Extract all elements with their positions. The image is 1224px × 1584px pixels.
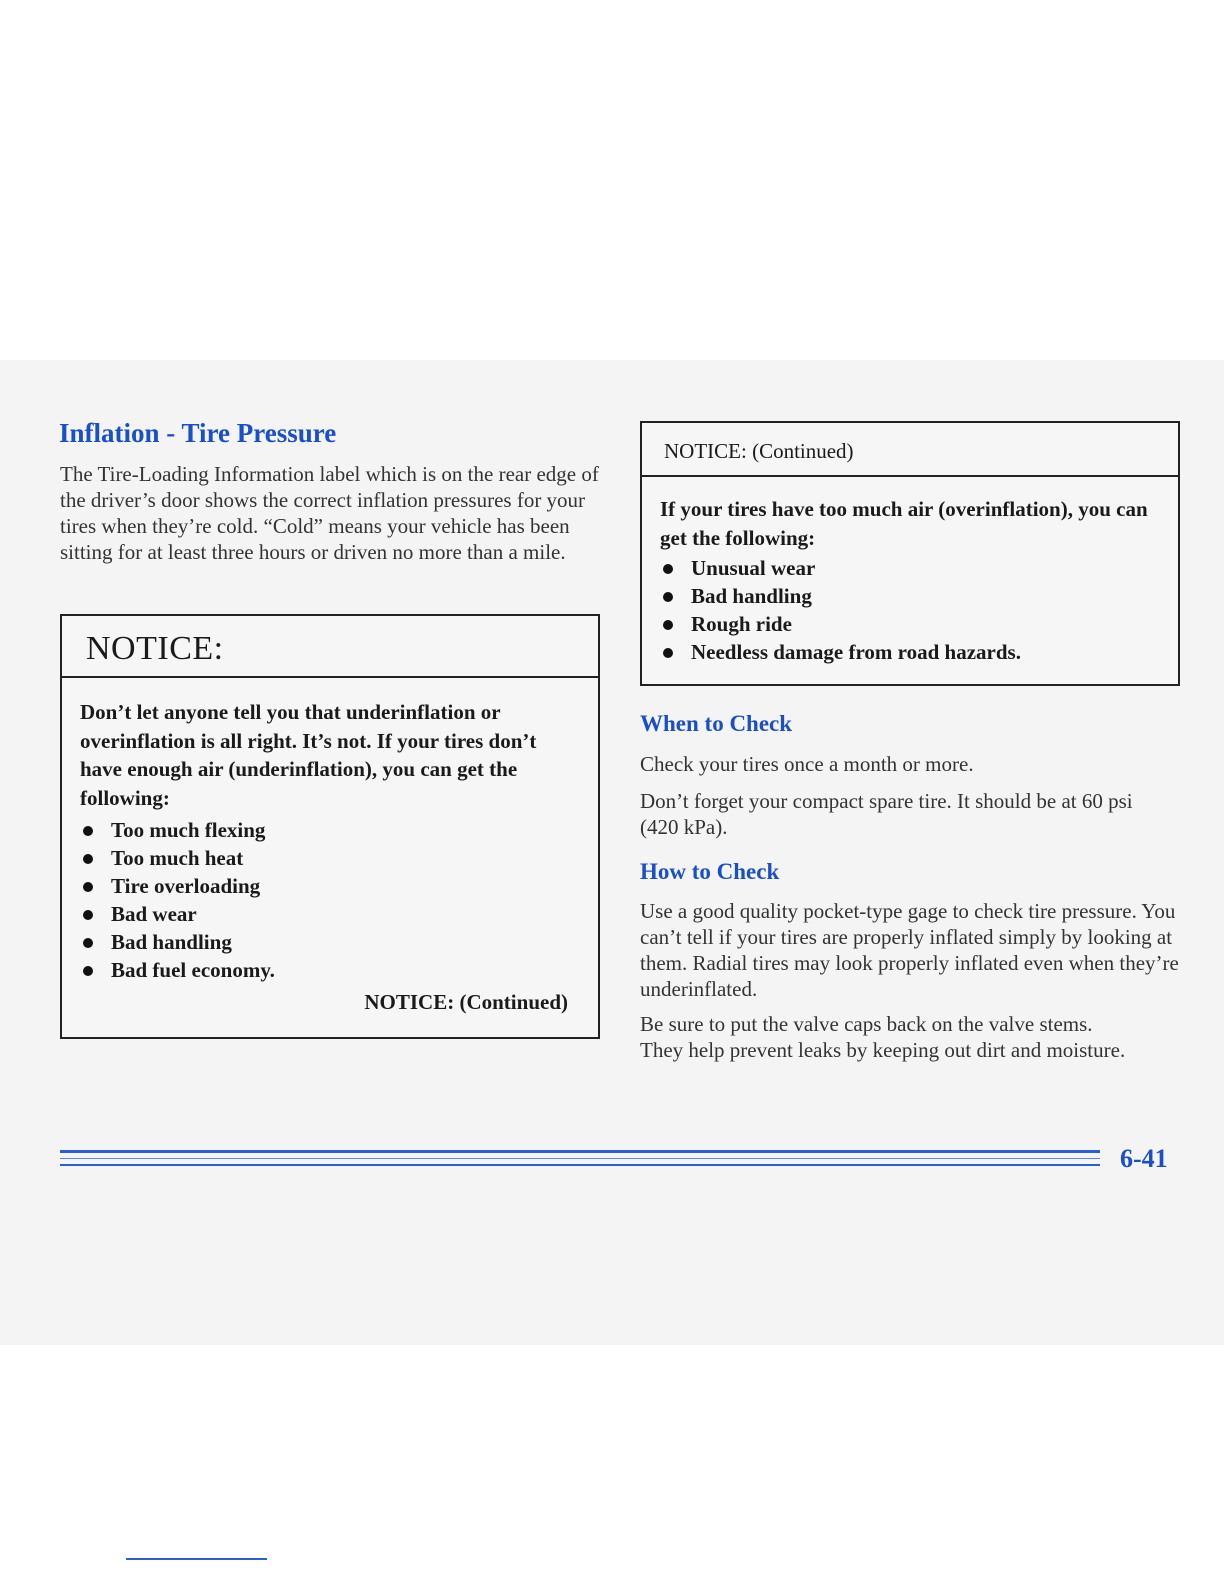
list-item: Too much heat bbox=[80, 844, 568, 872]
how-to-check-title: How to Check bbox=[640, 859, 780, 884]
when-to-check-p1: Check your tires once a month or more. bbox=[640, 752, 974, 776]
footer-rule-bottom bbox=[60, 1164, 1100, 1166]
list-item: Rough ride bbox=[660, 610, 1158, 638]
list-item: Too much flexing bbox=[80, 816, 568, 844]
bullet-icon bbox=[663, 648, 673, 658]
bullet-icon bbox=[663, 620, 673, 630]
bullet-icon bbox=[83, 910, 93, 920]
how-to-check-p1: Use a good quality pocket-type gage to check tire pressure. You can’t tell if your tires are properly inflated simply by looking at them. Radial tires may look properly inflated even when they’re underinflated. bbox=[640, 899, 1179, 1001]
page-number: 6-41 bbox=[1120, 1144, 1168, 1173]
notice-continued-bullet-list bbox=[660, 554, 1158, 666]
list-item: Needless damage from road hazards. bbox=[660, 638, 1158, 666]
footer-rule-top bbox=[60, 1150, 1100, 1153]
when-to-check-p2: Don’t forget your compact spare tire. It should be at 60 psi (420 kPa). bbox=[640, 789, 1133, 839]
list-item: Unusual wear bbox=[660, 554, 1158, 582]
list-item: Bad handling bbox=[80, 928, 568, 956]
notice-continued-box bbox=[640, 421, 1180, 686]
bullet-icon bbox=[83, 882, 93, 892]
notice-continued-label: NOTICE: (Continued) bbox=[364, 990, 568, 1014]
bullet-icon bbox=[83, 854, 93, 864]
notice-continued-paragraph: If your tires have too much air (overinflation), you can get the following: bbox=[660, 497, 1148, 550]
how-to-check-p2: Be sure to put the valve caps back on the valve stems. They help prevent leaks by keeping out dirt and moisture. bbox=[640, 1012, 1126, 1062]
list-item: Bad wear bbox=[80, 900, 568, 928]
footer-rule-middle bbox=[60, 1158, 1100, 1159]
notice-box bbox=[60, 614, 600, 1039]
notice-continued-heading: NOTICE: (Continued) bbox=[642, 423, 1178, 477]
bullet-icon bbox=[83, 966, 93, 976]
list-item: Bad handling bbox=[660, 582, 1158, 610]
notice-paragraph: Don’t let anyone tell you that underinflation or overinflation is all right. It’s not. If your tires don’t have enough air (underinflation), you can get the following: bbox=[80, 700, 537, 810]
bullet-icon bbox=[83, 826, 93, 836]
list-item: Bad fuel economy. bbox=[80, 956, 568, 984]
notice-heading: NOTICE: bbox=[62, 616, 598, 678]
intro-paragraph: The Tire-Loading Information label which is on the rear edge of the driver’s door shows the correct inflation pressures for your tires when they’re cold. “Cold” means your vehicle has been sitting for at least three hours or driven no more than a mile. bbox=[60, 462, 599, 564]
section-title: Inflation - Tire Pressure bbox=[59, 418, 337, 448]
bottom-link-rule bbox=[126, 1558, 267, 1560]
bullet-icon bbox=[83, 938, 93, 948]
notice-bullet-list bbox=[80, 816, 568, 984]
list-item: Tire overloading bbox=[80, 872, 568, 900]
bullet-icon bbox=[663, 592, 673, 602]
bullet-icon bbox=[663, 564, 673, 574]
when-to-check-title: When to Check bbox=[640, 711, 793, 736]
